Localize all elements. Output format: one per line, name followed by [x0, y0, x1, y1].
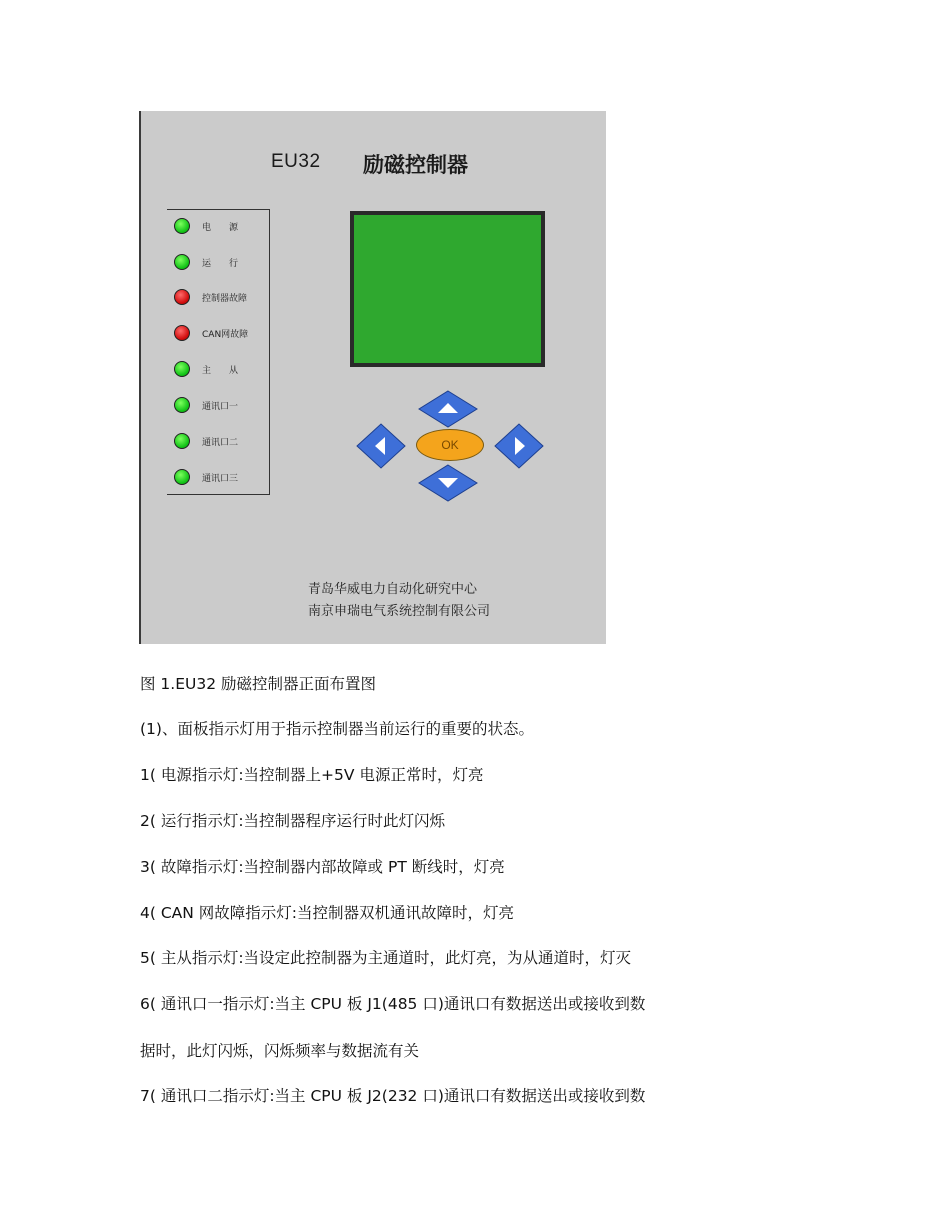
lcd-screen: [350, 211, 545, 367]
indicator-label: CAN网故障: [202, 329, 249, 340]
list-item: 7( 通讯口二指示灯:当主 CPU 板 J2(232 口)通讯口有数据送出或接收到数: [140, 1087, 646, 1105]
arrow-left-icon: [355, 422, 407, 470]
led-run-icon: [174, 254, 190, 270]
indicator-label: 通讯口三: [202, 473, 239, 484]
led-can-fault-icon: [174, 325, 190, 341]
indicator-comm-3: [174, 466, 238, 488]
panel-name: 励磁控制器: [363, 153, 468, 177]
list-item: 5( 主从指示灯:当设定此控制器为主通道时，此灯亮，为从通道时，灯灭: [140, 949, 632, 967]
indicator-label: 控制器故障: [202, 293, 248, 304]
arrow-down-icon: [417, 463, 479, 503]
led-power-icon: [174, 218, 190, 234]
panel-model: EU32: [271, 151, 321, 172]
led-master-slave-icon: [174, 361, 190, 377]
indicator-label: 通讯口一: [202, 401, 239, 412]
led-comm-2-icon: [174, 433, 190, 449]
figure-caption: 图 1.EU32 励磁控制器正面布置图: [140, 675, 377, 693]
indicator-controller-fault: [174, 286, 247, 308]
list-item: 6( 通讯口一指示灯:当主 CPU 板 J1(485 口)通讯口有数据送出或接收到数: [140, 995, 646, 1013]
company-name-1: 青岛华威电力自动化研究中心: [308, 582, 478, 597]
indicator-power: [174, 215, 238, 237]
led-controller-fault-icon: [174, 289, 190, 305]
indicator-comm-1: [174, 394, 238, 416]
indicator-label: 主 从: [202, 365, 239, 376]
list-item: 1( 电源指示灯:当控制器上+5V 电源正常时，灯亮: [140, 766, 484, 784]
company-name-2: 南京申瑞电气系统控制有限公司: [308, 604, 491, 619]
indicator-comm-2: [174, 430, 238, 452]
ok-button: OK: [416, 429, 484, 461]
led-comm-1-icon: [174, 397, 190, 413]
indicator-can-fault: [174, 322, 248, 344]
intro-paragraph: (1)、面板指示灯用于指示控制器当前运行的重要的状态。: [140, 720, 534, 738]
arrow-right-icon: [493, 422, 545, 470]
list-item: 3( 故障指示灯:当控制器内部故障或 PT 断线时，灯亮: [140, 858, 505, 876]
list-item: 4( CAN 网故障指示灯:当控制器双机通讯故障时，灯亮: [140, 904, 515, 922]
indicator-master-slave: [174, 358, 238, 380]
list-item: 据时，此灯闪烁，闪烁频率与数据流有关: [140, 1042, 420, 1060]
list-item: 2( 运行指示灯:当控制器程序运行时此灯闪烁: [140, 812, 446, 830]
indicator-label: 通讯口二: [202, 437, 239, 448]
controller-front-panel-figure: [139, 111, 606, 644]
led-comm-3-icon: [174, 469, 190, 485]
indicator-label: 电 源: [202, 222, 239, 233]
indicator-run: [174, 251, 238, 273]
arrow-up-icon: [417, 389, 479, 429]
indicator-label: 运 行: [202, 258, 239, 269]
